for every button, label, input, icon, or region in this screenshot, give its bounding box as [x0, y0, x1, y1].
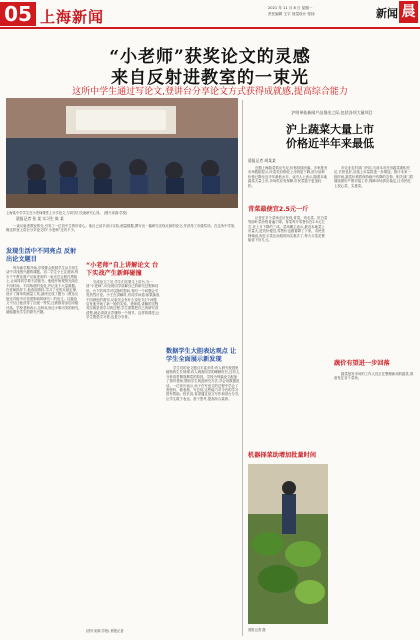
- right-headline-line1: 沪上蔬菜大量上市: [286, 123, 374, 136]
- col2-footer: (图片来源:学校) 晨报记者: [86, 629, 124, 633]
- right-body-2b: 蔬菜批发市场的工作人员正在整理新到的蔬菜,准备发往各个菜场。: [334, 372, 414, 381]
- main-deck: 这所中学生通过写论文,登讲台分享论文方式获得成就感,提高综合能力: [72, 87, 348, 97]
- newspaper-logo: [362, 1, 418, 26]
- logo-text: 新闻: [376, 7, 398, 20]
- right-body-1: 记者在多个菜场走访发现,青菜、鸡毛菜、杭白菜等绿叶菜价格普遍下降。青菜每斤零售价在2.5元左右,比上月下降约三成。菜场摊主表示,最近本地菜上市量大,进货价便宜,零售价也跟着降了下来。市民张阿姨说,现在买菜比前段时间实惠多了,每天买菜花费能省下好几元。: [248, 216, 328, 243]
- main-headline-line1: “小老师”获奖论文的灵感: [109, 47, 311, 67]
- right-subhead-1: 青菜最便宜2.5元一斤: [248, 206, 309, 213]
- col2-body: 完成论文之后,学生们还要走上讲台,当一回“小老师”,向全班同学讲解自己的研究过程和结论。台下的同学可以随时提问,有时一个问题会引发热烈讨论。小王在讲解时,有同学问道:如果换成不同颜色的窗帘,反射光会有什么变化?这个问题启发他开始了新一轮的实验。老师说,讲解的过程其实就是再学习的过程,学生需要把自己的研究讲清楚,就必须真正弄懂每一个细节。这样的课堂,让学生既是学习者,也是分享者。: [86, 280, 160, 320]
- right-headline-line2: 价格近半年来最低: [286, 137, 374, 150]
- column-divider: [242, 100, 243, 636]
- vegetable-photo-caption: 晨报记者 摄: [248, 628, 266, 632]
- classroom-photo: [6, 98, 238, 208]
- main-lead: 一束反射进教室的光,引发了一位初中生的好奇心。他自己动手设计实验,测量数据,撰写出一篇研究光线反射的论文,并获得了市级奖项。在这所中学里,像这样登上讲台分享论文的“小老师”还有不少。: [6, 224, 236, 233]
- page-number: 05: [0, 2, 36, 26]
- col1-subhead: 发现生活中不同亮点 反射出论文题目: [6, 248, 77, 263]
- right-subhead-3: 机器择菜助增加批量时间: [248, 452, 317, 459]
- right-kicker: 沪明单轨新闻产品推出之际,包括各项大量项目: [291, 110, 373, 115]
- col3-body: 学生们的论文题目丰富多样:有人研究校园里植物的生长规律,有人调查同学的睡眠时长,还有人分析食堂剩饭剩菜的原因。学校为每篇论文配备了指导老师,帮助学生规范研究方法,学会用数据说话。一位家长表示,孩子在写论文的过程中学会了查资料、做表格、写总结,这些能力对今后的学习很有帮助。校长说,希望通过论文写作和讲台分享,让学生敢于表达、善于思考,提高综合素养。: [166, 366, 240, 401]
- photo-caption: 上海某中学学生在小老师课堂上分享论文,与同学们交流研究心得。 (图片来源:学校): [6, 211, 128, 215]
- right-lead: 近期上海蔬菜供应充足,价格持续回落。多家批发市场数据显示,叶菜类价格较上月明显下降,部分品种价格已降至近半年最低水平。业内人士表示,随着本地蔬菜大量上市,市场供应有保障,市民菜篮子更加轻松。: [248, 166, 328, 188]
- editor-credit: 责任编辑 王宇 视觉设计 张扬: [268, 12, 315, 16]
- right-subhead-2: 蔬价有望进一步回落: [334, 360, 390, 367]
- vegetable-photo: [248, 464, 328, 624]
- col3-subhead: 数据学生大胆表达观点 让学生全面展示新发现: [166, 348, 237, 363]
- col2-subhead: “小老师”自上讲解论文 台下实战产生新鲜碰撞: [86, 262, 159, 277]
- logo-box: 晨: [399, 1, 418, 23]
- main-byline: 晨报记者 张 某 实习生 陈 某: [16, 216, 64, 221]
- issue-date: 2021 年 11 月 8 日 星期一: [268, 6, 313, 10]
- header-rule: [0, 27, 420, 29]
- main-headline-line2: 来自反射进教室的一束光: [111, 68, 309, 88]
- right-byline: 晨报记者 胡某某: [248, 158, 276, 163]
- section-title: 上海新闻: [40, 8, 105, 26]
- col1-body: 每年新学期开始,学校都会鼓励学生从日常生活中寻找感兴趣的课题。初二学生小王注意到,每天下午教室窗户反射进来的一束光总会照在黑板上,让前排同学看不清板书。他便开始观察光线在不同时间、不同角度的变化,并记录下大量数据。在老师指导下,他查阅资料,学习了光的反射定律,设计了简单的测量工具,最终完成了题为《教室反射光对板书可见度影响的研究》的论文。这篇论文不仅让他获得了区级一等奖,还被推荐参加市级评选。学校老师表示,这种从身边小事出发的研究,最能激发学生的探究兴趣。: [6, 266, 80, 315]
- right-body-2a: 市农业农村部门介绍,当前本市在田蔬菜面积充足,长势良好,后续上市量将进一步增加。预计未来一段时间,蔬菜价格将保持稳中有降的态势。相关部门将继续做好产销对接工作,保障市场供应稳定,让市民吃上放心菜、实惠菜。: [334, 166, 414, 188]
